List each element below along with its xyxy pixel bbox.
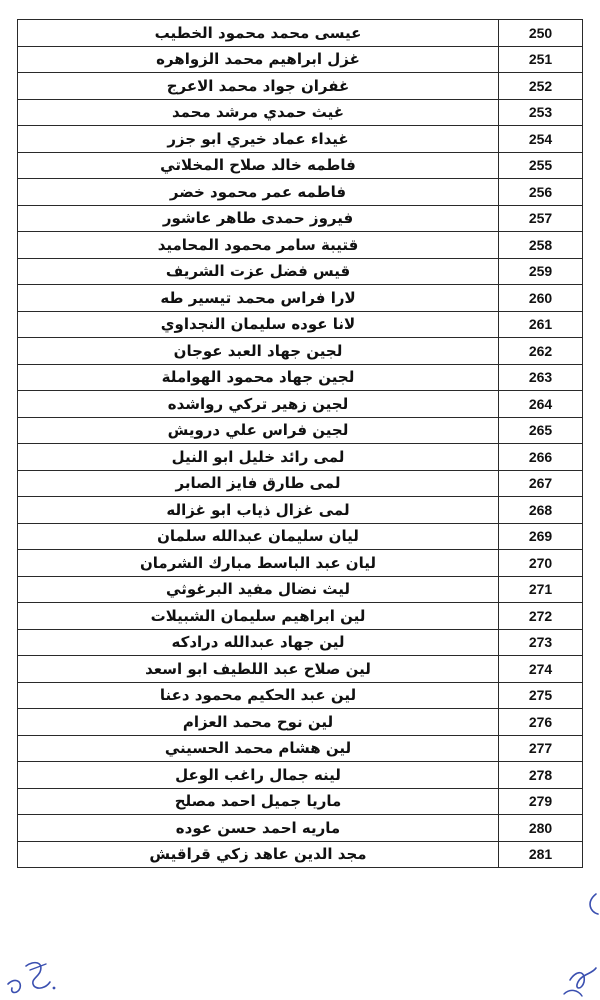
serial-number-cell: 250 [499,20,583,47]
table-row [18,497,583,524]
table-row [18,46,583,73]
table-row [18,841,583,868]
table-row [18,470,583,497]
table-row [18,444,583,471]
student-name-cell: غيداء عماد خيري ابو جزر [18,126,499,153]
student-name-cell: لين هشام محمد الحسيني [18,735,499,762]
serial-number-cell: 262 [499,338,583,365]
student-name-cell: لين ابراهيم سليمان الشبيلات [18,603,499,630]
student-roster-table [17,19,583,868]
roster-table-body [18,20,583,868]
student-name-cell: لين عبد الحكيم محمود دعنا [18,682,499,709]
serial-number-cell: 279 [499,788,583,815]
table-row [18,656,583,683]
serial-number-cell: 259 [499,258,583,285]
pen-scribble-bottom-right [560,890,600,1000]
student-name-cell: لارا فراس محمد تيسير طه [18,285,499,312]
table-row [18,338,583,365]
student-name-cell: غيث حمدي مرشد محمد [18,99,499,126]
serial-number-cell: 263 [499,364,583,391]
table-row [18,762,583,789]
serial-number-cell: 266 [499,444,583,471]
student-name-cell: لمى غزال ذياب ابو غزاله [18,497,499,524]
table-row [18,152,583,179]
table-row [18,391,583,418]
student-name-cell: ليث نضال مفيد البرغوثي [18,576,499,603]
student-name-cell: فاطمه خالد صلاح المخلاتي [18,152,499,179]
student-name-cell: فاطمه عمر محمود خضر [18,179,499,206]
student-name-cell: لجين جهاد العبد عوجان [18,338,499,365]
serial-number-cell: 254 [499,126,583,153]
student-name-cell: عيسى محمد محمود الخطيب [18,20,499,47]
serial-number-cell: 281 [499,841,583,868]
serial-number-cell: 264 [499,391,583,418]
student-name-cell: ماريا جميل احمد مصلح [18,788,499,815]
serial-number-cell: 256 [499,179,583,206]
table-row [18,179,583,206]
serial-number-cell: 261 [499,311,583,338]
student-name-cell: لمى طارق فايز الصابر [18,470,499,497]
table-row [18,20,583,47]
table-row [18,417,583,444]
table-row [18,258,583,285]
student-name-cell: غفران جواد محمد الاعرج [18,73,499,100]
table-row [18,523,583,550]
table-row [18,205,583,232]
serial-number-cell: 273 [499,629,583,656]
serial-number-cell: 267 [499,470,583,497]
student-name-cell: قتيبة سامر محمود المحاميد [18,232,499,259]
serial-number-cell: 268 [499,497,583,524]
table-row [18,232,583,259]
serial-number-cell: 270 [499,550,583,577]
table-row [18,682,583,709]
student-name-cell: لانا عوده سليمان النجداوي [18,311,499,338]
student-name-cell: لجين فراس علي درويش [18,417,499,444]
table-row [18,364,583,391]
table-row [18,99,583,126]
serial-number-cell: 271 [499,576,583,603]
table-row [18,285,583,312]
student-name-cell: قيس فضل عزت الشريف [18,258,499,285]
student-name-cell: مجد الدين عاهد زكي قراقيش [18,841,499,868]
serial-number-cell: 272 [499,603,583,630]
student-name-cell: لجين زهير تركي رواشده [18,391,499,418]
serial-number-cell: 251 [499,46,583,73]
serial-number-cell: 274 [499,656,583,683]
student-name-cell: غزل ابراهيم محمد الزواهره [18,46,499,73]
table-row [18,815,583,842]
serial-number-cell: 252 [499,73,583,100]
serial-number-cell: 269 [499,523,583,550]
student-name-cell: لمى رائد خليل ابو النيل [18,444,499,471]
serial-number-cell: 258 [499,232,583,259]
table-row [18,576,583,603]
serial-number-cell: 276 [499,709,583,736]
student-name-cell: ماريه احمد حسن عوده [18,815,499,842]
serial-number-cell: 257 [499,205,583,232]
table-row [18,73,583,100]
student-name-cell: ليان سليمان عبدالله سلمان [18,523,499,550]
table-row [18,550,583,577]
pen-scribble-bottom-left [0,944,70,1000]
table-row [18,126,583,153]
serial-number-cell: 265 [499,417,583,444]
table-row [18,629,583,656]
table-row [18,788,583,815]
student-name-cell: ليان عبد الباسط مبارك الشرمان [18,550,499,577]
student-name-cell: فيروز حمدى طاهر عاشور [18,205,499,232]
table-row [18,735,583,762]
serial-number-cell: 255 [499,152,583,179]
table-row [18,311,583,338]
student-name-cell: لين صلاح عبد اللطيف ابو اسعد [18,656,499,683]
student-name-cell: لين جهاد عبدالله درادكه [18,629,499,656]
table-row [18,603,583,630]
student-name-cell: لجين جهاد محمود الهواملة [18,364,499,391]
table-row [18,709,583,736]
student-name-cell: لينه جمال راغب الوعل [18,762,499,789]
serial-number-cell: 278 [499,762,583,789]
serial-number-cell: 260 [499,285,583,312]
student-name-cell: لين نوح محمد العزام [18,709,499,736]
serial-number-cell: 277 [499,735,583,762]
serial-number-cell: 275 [499,682,583,709]
serial-number-cell: 280 [499,815,583,842]
serial-number-cell: 253 [499,99,583,126]
